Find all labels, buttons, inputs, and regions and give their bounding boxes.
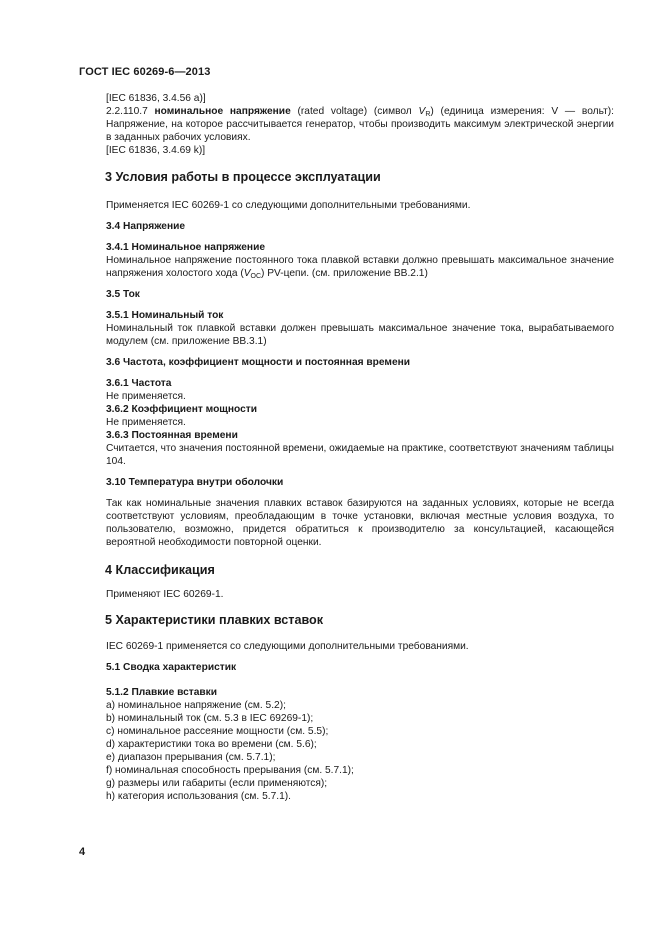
subsection-title: 5.1 Сводка характеристик bbox=[106, 662, 237, 673]
definition-term: номинальное напряжение bbox=[154, 106, 291, 117]
list-item: e) диапазон прерывания (см. 5.7.1); bbox=[106, 752, 276, 763]
paragraph bbox=[106, 254, 614, 280]
section-title: 4 Классификация bbox=[105, 563, 215, 577]
definition-unit: (единица измерения: V — bbox=[440, 106, 576, 117]
definition-number: 2.2.110.7 bbox=[106, 106, 148, 117]
definition-line bbox=[106, 105, 614, 144]
page-content bbox=[106, 92, 614, 803]
list-item: f) номинальная способность прерывания (см. 5.7.1); bbox=[106, 765, 354, 776]
subsection-title: 5.1.2 Плавкие вставки bbox=[106, 687, 218, 698]
subsection-title: 3.6.1 Частота bbox=[106, 378, 172, 389]
section-title: 5 Характеристики плавких вставок bbox=[105, 613, 324, 627]
paragraph: Не применяется. bbox=[106, 391, 186, 402]
paragraph: Применяется IEC 60269-1 со следующими дополнительными требованиями. bbox=[106, 200, 471, 211]
subsection-title: 3.4.1 Номинальное напряжение bbox=[106, 242, 266, 253]
subsection-title: 3.5.1 Номинальный ток bbox=[106, 310, 224, 321]
standard-header: ГОСТ IEC 60269-6—2013 bbox=[79, 66, 211, 78]
reference: [IEC 61836, 3.4.56 a)] bbox=[106, 93, 206, 104]
paragraph-text: Номинальное напряжение постоянного тока плавкой вставки должно превышать максимальное значение напряжения холостого хода ( bbox=[106, 255, 614, 279]
section-title: 3 Условия работы в процессе эксплуатации bbox=[105, 170, 381, 184]
paragraph: Так как номинальные значения плавких вставок базируются на заданных условиях, которые не всегда соответствуют условиям, преобладающим в точке установки, включая местные условия воздуха, то пользователю, возможно, придется обратиться к производителю за консультацией, касающейся вероятной необходимости повторной оценки. bbox=[106, 498, 614, 548]
definition-english: (rated voltage) bbox=[297, 106, 368, 117]
paragraph-text: ) PV-цепи. (см. приложение BB.2.1) bbox=[261, 268, 428, 279]
list-item: c) номинальное рассеяние мощности (см. 5.5); bbox=[106, 726, 329, 737]
symbol-v: V bbox=[418, 106, 426, 117]
paragraph: Применяют IEC 60269-1. bbox=[106, 589, 224, 600]
subsection-title: 3.4 Напряжение bbox=[106, 221, 186, 232]
paragraph: Считается, что значения постоянной времени, ожидаемые на практике, соответствуют значениям таблицы 104. bbox=[106, 443, 615, 467]
symbol-subscript: OC bbox=[250, 273, 262, 280]
subsection-title: 3.6 Частота, коэффициент мощности и постоянная времени bbox=[106, 357, 411, 368]
symbol-suffix: ) bbox=[430, 106, 434, 117]
subsection-title: 3.6.3 Постоянная времени bbox=[106, 430, 238, 441]
paragraph: Номинальный ток плавкой вставки должен превышать максимальное значение тока, вырабатываемого модулем (см. приложение BB.3.1) bbox=[106, 323, 614, 347]
list-item: h) категория использования (см. 5.7.1). bbox=[106, 791, 291, 802]
list-item: d) характеристики тока во времени (см. 5.6); bbox=[106, 739, 317, 750]
paragraph: IEC 60269-1 применяется со следующими дополнительными требованиями. bbox=[106, 641, 469, 652]
reference: [IEC 61836, 3.4.69 k)] bbox=[106, 145, 206, 156]
subsection-title: 3.10 Температура внутри оболочки bbox=[106, 477, 284, 488]
list-item: b) номинальный ток (см. 5.3 в IEC 69269-1); bbox=[106, 713, 314, 724]
page-number: 4 bbox=[79, 846, 86, 858]
symbol-subscript: R bbox=[425, 111, 431, 118]
subsection-title: 3.5 Ток bbox=[106, 289, 140, 300]
paragraph: Не применяется. bbox=[106, 417, 186, 428]
definition-text: вольт): Напряжение, на которое рассчитывается генератор, чтобы производить максимум электрической энергии в заданных рабочих условиях. bbox=[106, 106, 614, 143]
symbol-v: V bbox=[243, 268, 251, 279]
subsection-title: 3.6.2 Коэффициент мощности bbox=[106, 404, 258, 415]
symbol-prefix: (символ bbox=[373, 106, 419, 117]
list-item: g) размеры или габариты (если применяются); bbox=[106, 778, 328, 789]
list-item: a) номинальное напряжение (см. 5.2); bbox=[106, 700, 286, 711]
